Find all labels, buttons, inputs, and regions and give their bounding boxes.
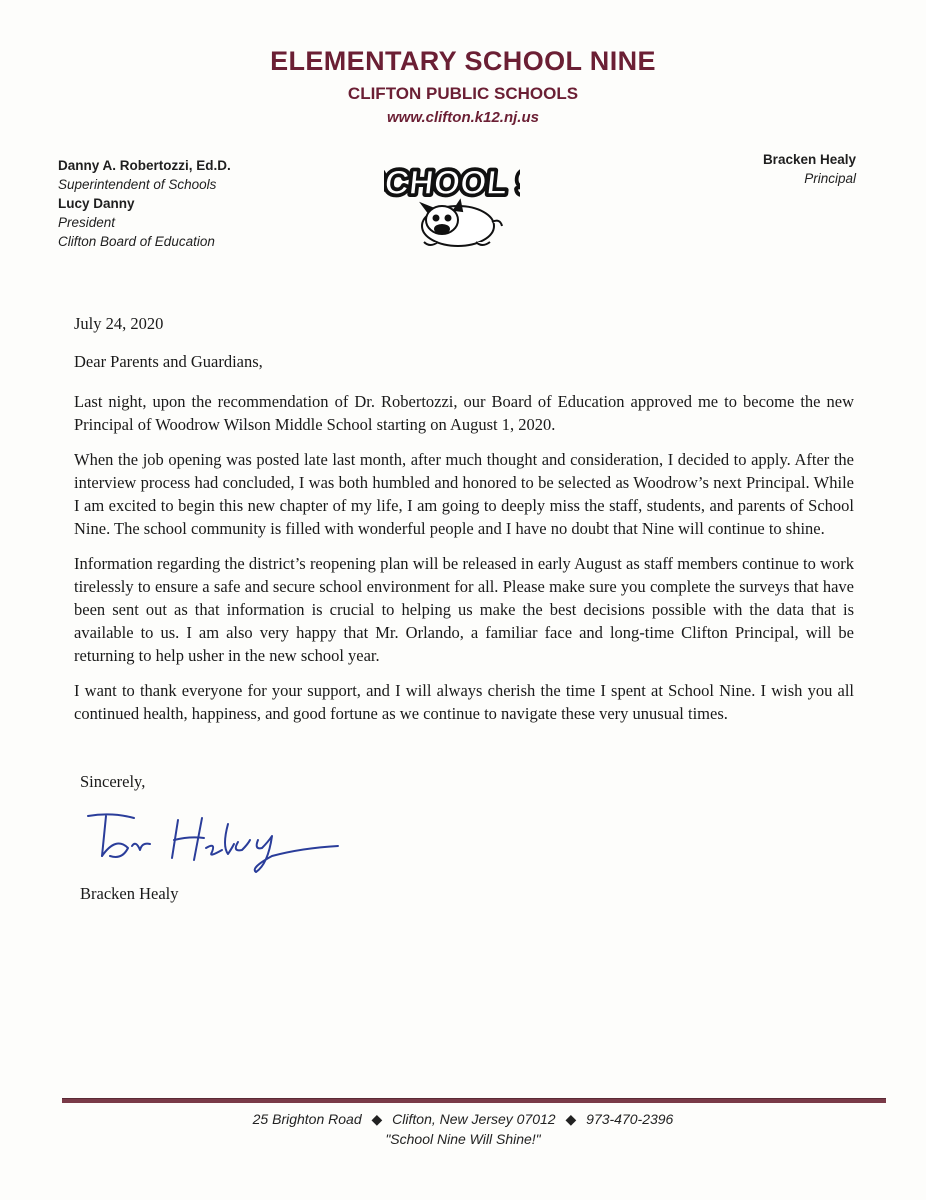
letter-paragraph: Last night, upon the recommendation of Dr. Robertozzi, our Board of Education approved me to become the new Principal of Woodrow Wilson Middle School starting on August 1, 2020. — [74, 392, 854, 434]
footer-motto: "School Nine Will Shine!" — [385, 1131, 541, 1147]
footer-divider — [62, 1098, 886, 1103]
logo-text-outline: SCHOOL 9 — [384, 164, 520, 202]
letter-date: July 24, 2020 — [74, 314, 164, 333]
letter-greeting: Dear Parents and Guardians, — [74, 352, 263, 371]
letter-closing: Sincerely, — [80, 772, 146, 791]
footer-address — [0, 1111, 926, 1128]
principal-title: Principal — [804, 171, 856, 186]
district-name: CLIFTON PUBLIC SCHOOLS — [347, 84, 579, 103]
handwritten-signature — [82, 806, 342, 876]
school-logo — [384, 150, 520, 255]
president-name: Lucy Danny — [58, 196, 135, 211]
superintendent-title: Superintendent of Schools — [58, 177, 217, 192]
letter-paragraph: When the job opening was posted late last month, after much thought and consideration, I decided to apply. After the interview process had concluded, I was both humbled and honored to be selected as Woodrow’s next Principal. While I am excited to begin this new chapter of my life, I am going to deeply miss the staff, students, and parents of School Nine. The school community is filled with wonderful people and I have no doubt that Nine will continue to shine. — [74, 450, 854, 538]
president-org: Clifton Board of Education — [58, 234, 215, 249]
left-header-block — [58, 156, 231, 251]
diamond-separator-icon: ◆ — [371, 1111, 383, 1127]
letter-paragraph: Information regarding the district’s reopening plan will be released in early August as staff members continue to work tirelessly to ensure a safe and secure school environment for all. Please make sure you complete the surveys that have been sent out as that information is crucial to helping us make the best decisions possible with the data that is available to us. I am also very happy that Mr. Orlando, a familiar face and long-time Clifton Principal, will be returning to help usher in the new school year. — [74, 554, 854, 665]
website-link[interactable]: www.clifton.k12.nj.us — [387, 109, 539, 126]
diamond-separator-icon: ◆ — [565, 1111, 577, 1127]
bulldog-mascot-icon — [384, 150, 520, 255]
principal-name: Bracken Healy — [762, 152, 856, 167]
letter-body — [74, 312, 854, 737]
footer-city: Clifton, New Jersey 07012 — [392, 1111, 556, 1127]
letter-paragraph: I want to thank everyone for your support, and I will always cherish the time I spent at School Nine. I wish you all continued health, happiness, and good fortune as we continue to navigate these very unusual times. — [74, 681, 854, 723]
school-name: ELEMENTARY SCHOOL NINE — [270, 46, 656, 76]
footer-phone: 973-470-2396 — [586, 1111, 674, 1127]
right-header-block — [763, 150, 856, 188]
president-title: President — [58, 215, 116, 230]
superintendent-name: Danny A. Robertozzi, Ed.D. — [58, 158, 231, 173]
footer-street: 25 Brighton Road — [252, 1111, 362, 1127]
logo-text: SCHOOL 9 — [384, 164, 520, 202]
signer-name: Bracken Healy — [80, 884, 179, 903]
